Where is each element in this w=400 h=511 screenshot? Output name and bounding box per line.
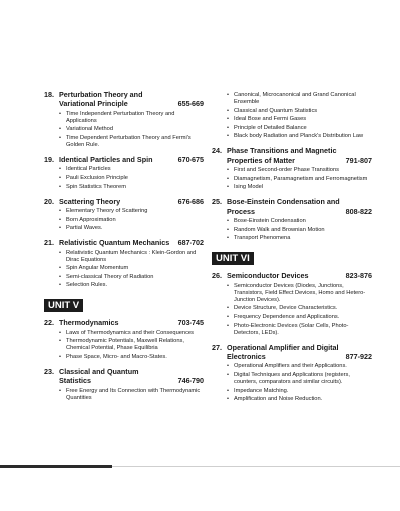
chapter-page-range: 808-822 [345, 206, 372, 216]
chapter-title: Classical and Quantum Statistics [59, 366, 139, 386]
topic-item: • Semiconductor Devices (Diodes, Junctions, Transistors, Field Effect Devices, Homo and Hetero-Junction Devices). [234, 283, 372, 304]
chapter-page-range: 791-807 [345, 155, 372, 165]
chapter-number: 21. [44, 238, 54, 248]
topic-item: • Variational Method [66, 126, 204, 133]
chapter-page-range: 687-702 [177, 238, 204, 248]
toc-chapter [44, 90, 204, 149]
chapter-number: 26. [212, 271, 222, 281]
topic-list [44, 166, 204, 190]
chapter-number: 19. [44, 155, 54, 164]
topic-list [212, 283, 372, 337]
topic-list [44, 111, 204, 149]
topic-item: • Time Independent Perturbation Theory and Applications [66, 111, 204, 125]
topic-item: • Classical and Quantum Statistics [234, 108, 372, 115]
topic-item: • Laws of Thermodynamics and their Consequences [66, 330, 204, 337]
toc-chapter [44, 238, 204, 289]
topic-list [212, 363, 372, 403]
chapter-title: Semiconductor Devices [227, 271, 309, 281]
topic-item: • Bose-Einstein Condensation [234, 218, 372, 225]
chapter-page-range: 655-669 [177, 99, 204, 109]
unit-heading: UNIT V [44, 299, 83, 312]
chapter-number: 18. [44, 90, 54, 99]
chapter-page-range: 670-675 [177, 155, 204, 164]
topic-list [212, 92, 372, 140]
topic-item: • Transport Phenomena [234, 235, 372, 242]
continued-topic-list [212, 92, 372, 140]
topic-item: • Elementary Theory of Scattering [66, 208, 204, 215]
topic-item: • Amplification and Noise Reduction. [234, 396, 372, 403]
toc-chapter [44, 367, 204, 402]
chapter-heading [44, 238, 204, 247]
toc-chapter [212, 197, 372, 242]
chapter-title: Perturbation Theory and Variational Principle [59, 90, 143, 109]
toc-chapter [212, 146, 372, 191]
topic-item: • Born Approximation [66, 217, 204, 224]
topic-item: • Spin Statistics Theorem [66, 184, 204, 191]
toc-chapter [44, 197, 204, 233]
topic-item: • Operational Amplifiers and their Applications. [234, 363, 372, 370]
chapter-title: Thermodynamics [59, 318, 119, 328]
topic-list [212, 167, 372, 191]
chapter-number: 22. [44, 318, 54, 328]
topic-item: • Relativistic Quantum Mechanics : Klein-Gordon and Dirac Equations [66, 250, 204, 264]
toc-left-column [44, 90, 204, 408]
toc-right-column [212, 90, 372, 409]
chapter-heading [44, 367, 204, 386]
topic-item: • Diamagnetism, Paramagnetism and Ferromagnetism [234, 176, 372, 183]
topic-item: • Black body Radiation and Planck's Distribution Law [234, 133, 372, 140]
topic-item: • Pauli Exclusion Principle [66, 175, 204, 182]
topic-item: • Phase Space, Micro- and Macro-States. [66, 354, 204, 361]
chapter-heading [44, 155, 204, 164]
chapter-heading [212, 197, 372, 216]
topic-list [44, 208, 204, 232]
topic-list [44, 330, 204, 361]
topic-item: • Partial Waves. [66, 225, 204, 232]
topic-item: • Random Walk and Brownian Motion [234, 227, 372, 234]
topic-list [44, 388, 204, 402]
topic-item: • Time Dependent Perturbation Theory and Fermi's Golden Rule. [66, 135, 204, 149]
chapter-page-range: 823-876 [345, 271, 372, 281]
toc-chapter [212, 343, 372, 404]
chapter-title: Phase Transitions and Magnetic Properties of Matter [227, 146, 337, 165]
topic-item: • Principle of Detailed Balance [234, 125, 372, 132]
topic-list [44, 250, 204, 290]
topic-item: • Device Structure, Device Characteristics. [234, 305, 372, 312]
topic-item: • Canonical, Microcanonical and Grand Canonical Ensemble [234, 92, 372, 106]
topic-item: • Spin Angular Momentum [66, 265, 204, 272]
chapter-page-range: 703-745 [177, 318, 204, 328]
topic-item: • First and Second-order Phase Transitions [234, 167, 372, 174]
toc-chapter [44, 318, 204, 361]
topic-item: • Impedance Matching. [234, 388, 372, 395]
topic-item: • Free Energy and Its Connection with Thermodynamic Quantities [66, 388, 204, 402]
chapter-heading [44, 318, 204, 327]
chapter-heading [44, 197, 204, 206]
chapter-number: 23. [44, 366, 54, 376]
chapter-number: 25. [212, 197, 222, 207]
topic-item: • Photo-Electronic Devices (Solar Cells, Photo-Detectors, LEDs). [234, 323, 372, 337]
chapter-title: Bose-Einstein Condensation and Process [227, 197, 340, 216]
chapter-number: 27. [212, 342, 222, 352]
bottom-rule-accent [0, 465, 112, 468]
topic-item: • Semi-classical Theory of Radiation [66, 274, 204, 281]
chapter-number: 20. [44, 196, 54, 206]
chapter-heading [212, 343, 372, 362]
chapter-heading [212, 271, 372, 280]
toc-chapter [44, 155, 204, 191]
topic-list [212, 218, 372, 242]
toc-chapter [212, 271, 372, 336]
chapter-heading [44, 90, 204, 109]
chapter-number: 24. [212, 146, 222, 156]
chapter-title: Operational Amplifier and Digital Electronics [227, 342, 339, 361]
chapter-page-range: 676-686 [177, 196, 204, 206]
topic-item: • Digital Techniques and Applications (registers, counters, comparators and similar circuits). [234, 372, 372, 386]
chapter-title: Identical Particles and Spin [59, 155, 153, 164]
topic-item: • Identical Particles [66, 166, 204, 173]
chapter-page-range: 877-922 [345, 351, 372, 361]
chapter-page-range: 746-790 [177, 376, 204, 386]
topic-item: • Selection Rules. [66, 282, 204, 289]
chapter-title: Relativistic Quantum Mechanics [59, 238, 170, 248]
chapter-heading [212, 146, 372, 165]
topic-item: • Thermodynamic Potentials, Maxwell Relations, Chemical Potential, Phase Equilibria [66, 338, 204, 352]
unit-heading: UNIT VI [212, 252, 254, 265]
chapter-title: Scattering Theory [59, 196, 121, 206]
topic-item: • Frequency Dependence and Applications. [234, 314, 372, 321]
topic-item: • Ideal Bose and Fermi Gases [234, 116, 372, 123]
topic-item: • Ising Model [234, 184, 372, 191]
